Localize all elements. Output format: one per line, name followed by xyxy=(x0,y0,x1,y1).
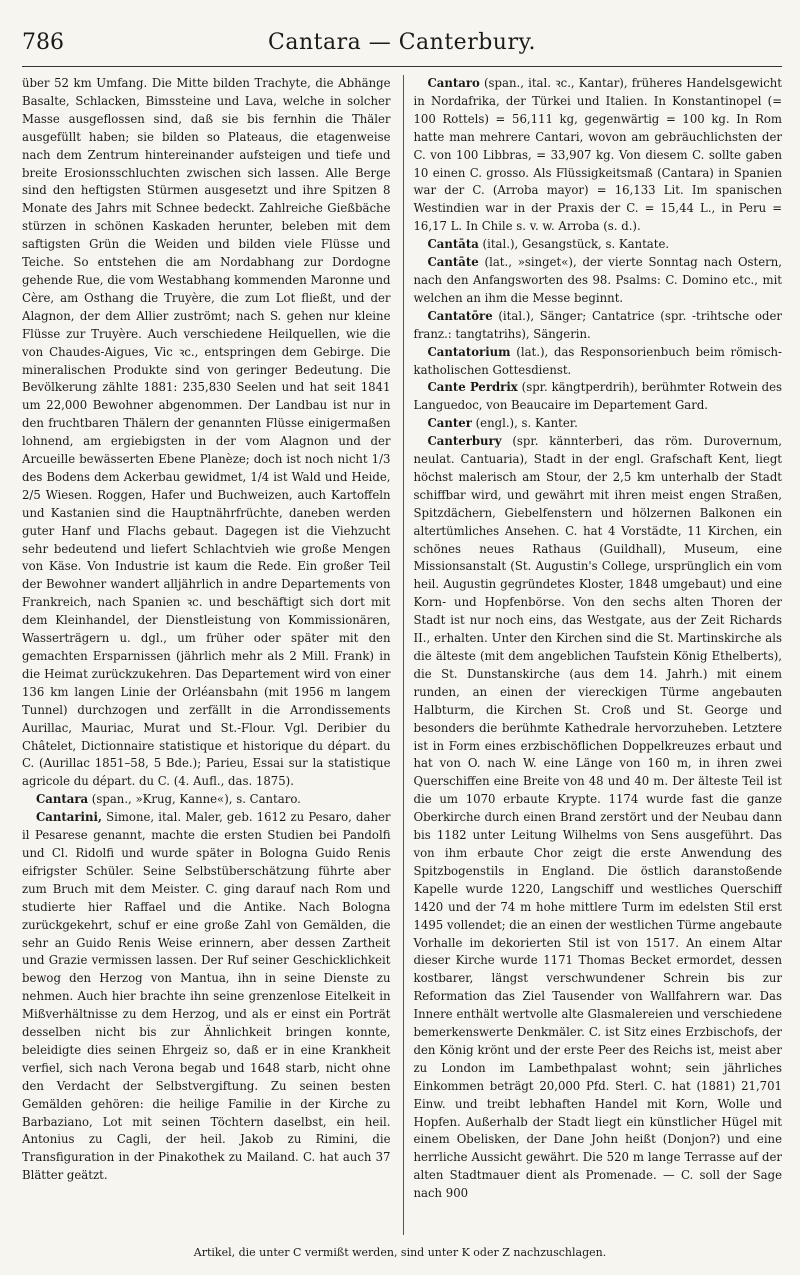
entry-headword: Canter xyxy=(427,416,472,431)
entry-headword: Cantāte xyxy=(427,255,479,270)
entry-headword: Cantaro xyxy=(427,76,480,90)
entry-headword: Cante Perdrix xyxy=(427,380,518,395)
entry-cantara xyxy=(22,791,391,809)
entry-headword: Cantāta xyxy=(427,237,479,252)
page-footnote: Artikel, die unter C vermißt werden, sind unter K oder Z nachzuschlagen. xyxy=(193,1246,607,1259)
entry-text: (engl.), s. Kanter. xyxy=(475,416,578,431)
entry-cantarini xyxy=(22,809,391,1185)
entry-canter xyxy=(414,415,783,433)
entry-headword: Cantatōre xyxy=(427,308,493,323)
entry-headword: Cantara xyxy=(36,792,89,807)
entry-text: (spr. kännterberi, das röm. Durovernum, neulat. Cantuaria), Stadt in der engl. Grafschaft Kent, liegt höchst malerisch am Stour, der 2,5 km unterhalb der Stadt schiffbar wird, und gewährt mit ihren meist engen Straßen, Spitzdächern, Giebelfenstern und hölzernen Balkonen ein altertümliches Ansehen. C. hat 4 Vorstädte, 11 Kirchen, ein schönes neues Rathaus (Guildhall), Museum, eine Missionsanstalt (St. Augustin's College, ursprünglich ein vom heil. Augustin gegründetes Kloster, 1848 umgebaut) und eine Korn- und Hopfenbörse. Von den sechs alten Thoren der Stadt ist nur noch eins, das Westgate, aus der Zeit Richards II., erhalten. Unter den Kirchen sind die St. Martinskirche als die älteste (mit dem angeblichen Taufstein König Ethelberts), die St. Dunstanskirche (aus dem 14. Jahrh.) mit einem runden, an einen der viereckigen Türme angebauten Halbturm, die Kirchen St. Croß und St. George und besonders die berühmte Kathedrale hervorzuheben. Letztere ist in Form eines erzbischöflichen Doppelkreuzes erbaut und hat von O. nach W. eine Länge von 160 m, in ihren zwei Querschiffen eine Breite von 48 und 40 m. Der älteste Teil ist die um 1070 erbaute Krypte. 1174 wurde fast die ganze Oberkirche durch einen Brand zerstört und der Neubau dann bis 1182 unter Leitung Wilhelms von Sens ausgeführt. Das von ihm erbaute Chor zeigt die erste Anwendung des Spitzbogenstils in England. Die östlich daranstoßende Kapelle wurde 1220, Langschiff und westliches Querschiff 1420 und der 74 m hohe mittlere Turm im edelsten Stil erst 1495 vollendet; die an einen der westlichen Türme angebaute Vorhalle im dekorierten Stil ist von 1517. An einem Altar dieser Kirche wurde 1171 Thomas Becket ermordet, dessen kostbarer, längst verschwundener Schrein bis zur Reformation das Ziel Tausender von Wallfahrern war. Das Innere enthält wertvolle alte Glasmalereien und verschiedene bemerkenswerte Denkmäler. C. ist Sitz eines Erzbischofs, der den König krönt und der erste Peer des Reichs ist, meist aber zu London im Lambethpalast wohnt; sein jährliches Einkommen beträgt 20,000 Pfd. Sterl. C. hat (1881) 21,701 Einw. und treibt lebhaften Handel mit Korn, Wolle und Hopfen. Außerhalb der Stadt liegt ein künstlicher Hügel mit einem Obelisken, der Dane John heißt (Donjon?) und eine herrliche Aussicht gewährt. Die 520 m lange Terrasse auf der alten Stadtmauer dient als Promenade. — C. soll der Sage nach 900 xyxy=(413,434,782,1201)
entry-headword: Canterbury xyxy=(427,434,502,449)
entry-headword: Cantatorium xyxy=(427,344,511,359)
entry-cantatore xyxy=(414,308,783,344)
entry-text: (ital.), Sänger; Cantatrice (spr. -trihtsche oder franz.: tangtatrihs), Sängerin. xyxy=(413,308,782,341)
entry-text: Simone, ital. Maler, geb. 1612 zu Pesaro, daher il Pesarese genannt, machte die ersten Studien bei Pandolfi und Cl. Ridolfi und wurde später in Bologna Guido Renis eifrigster Schüler. Seine Selbstüberschätzung führte aber zum Bruch mit dem Meister. C. ging darauf nach Rom und studierte hier Raffael und die Antike. Nach Bologna zurückgekehrt, schuf er eine große Zahl von Gemälden, die sehr an Guido Renis Weise erinnern, aber dessen Zartheit und Grazie vermissen lassen. Der Ruf seiner Geschicklichkeit bewog den Herzog von Mantua, ihn in seine Dienste zu nehmen. Auch hier brachte ihn seine grenzenlose Eitelkeit in Mißverhältnisse zu dem Herzog, und als er einst ein Porträt desselben nicht bis zur Ähnlichkeit bringen konnte, beleidigte dies seinen Ehrgeiz so, daß er in eine Krankheit verfiel, sich nach Verona begab und 1648 starb, nicht ohne den Verdacht der Selbstvergiftung. Zu seinen besten Gemälden gehören: die heilige Familie in der Kirche zu Barbaziano, Lot mit seinen Töchtern daselbst, ein heil. Antonius zu Cagli, der heil. Jakob zu Rimini, die Transfiguration in der Pinakothek zu Mailand. C. hat auch 37 Blätter geätzt. xyxy=(22,810,391,1183)
page-header xyxy=(22,28,782,67)
page-number: 786 xyxy=(22,30,64,55)
continuation-paragraph: über 52 km Umfang. Die Mitte bilden Trachyte, die Abhänge Basalte, Schlacken, Bimssteine und Lava, welche in solcher Masse ausgeflossen sind, daß sie bis fernhin die Thäler ausgefüllt haben; sie bilden so Plateaus, die etagenweise nach dem Zentrum hintereinander aufsteigen und tiefe und breite Erosionsschluchten zwischen sich lassen. Alle Berge sind den heftigsten Stürmen ausgesetzt und ihre Spitzen 8 Monate des Jahrs mit Schnee bedeckt. Zahlreiche Gießbäche stürzen in schönen Kaskaden herunter, beleben mit dem saftigsten Grün die Weiden und bilden viele Flüsse und Teiche. So entstehen die am Nordabhang zur Dordogne gehende Rue, die vom Westabhang kommenden Maronne und Cère, am Osthang die Truyère, die zum Lot fließt, und der Alagnon, der dem Allier zuströmt; nach S. gehen nur kleine Flüsse zur Truyère. Auch verschiedene Heilquellen, wie die von Chaudes-Aigues, Vic ꝛc., entspringen dem Gebirge. Die mineralischen Produkte sind von geringer Bedeutung. Die Bevölkerung zählte 1881: 235,830 Seelen und hat seit 1841 um 22,000 Bewohner abgenommen. Der Landbau ist nur in den fruchtbaren Thälern der genannten Flüsse einigermaßen lohnend, am ergiebigsten in der vom Alagnon und der Arcueille bewässerten Ebene Planèze; doch ist noch nicht 1/3 des Bodens dem Ackerbau gewidmet, 1/4 ist Wald und Heide, 2/5 Wiesen. Roggen, Hafer und Buchweizen, auch Kartoffeln und Kastanien sind die Hauptnährfrüchte, daneben werden guter Hanf und Flachs gebaut. Dagegen ist die Viehzucht sehr bedeutend und liefert Schlachtvieh wie große Mengen von Käse. Von Industrie ist kaum die Rede. Ein großer Teil der Bewohner wandert alljährlich in andre Departements von Frankreich, nach Spanien ꝛc. und beschäftigt sich dort mit dem Kleinhandel, der Dienstleistung von Kommissionären, Wasserträgern u. dgl., um früher oder später mit den gemachten Ersparnissen (jährlich mehr als 2 Mill. Frank) in die Heimat zurückzukehren. Das Departement wird von einer 136 km langen Linie der Orléansbahn (mit 1956 m langem Tunnel) durchzogen und zerfällt in die Arrondissements Aurillac, Mauriac, Murat und St.-Flour. Vgl. Deribier du Châtelet, Dictionnaire statistique et historique du départ. du C. (Aurillac 1851–58, 5 Bde.); Parieu, Essai sur la statistique agricole du départ. du C. (4. Aufl., das. 1875). xyxy=(22,76,391,789)
right-column xyxy=(403,75,783,1235)
entry-cantaro xyxy=(414,75,783,236)
entry-cantata xyxy=(414,236,783,254)
running-head: Cantara — Canterbury. xyxy=(268,30,536,55)
entry-cante-perdrix xyxy=(414,379,783,415)
entry-canterbury xyxy=(414,433,783,1203)
entry-text: (lat., »singet«), der vierte Sonntag nach Ostern, nach den Anfangsworten des 98. Psalms: C. Domino etc., mit welchen an ihm die Messe beginnt. xyxy=(413,255,782,305)
entry-text: (span., »Krug, Kanne«), s. Cantaro. xyxy=(91,792,301,807)
entry-text: (spr. kängtperdrih), berühmter Rotwein des Languedoc, von Beaucaire im Departement Gard. xyxy=(413,380,782,413)
entry-text: (lat.), das Responsorienbuch beim römisch-katholischen Gottesdienst. xyxy=(413,344,782,377)
text-columns xyxy=(22,75,782,1235)
entry-headword: Cantarini, xyxy=(36,810,102,825)
entry-text: (ital.), Gesangstück, s. Kantate. xyxy=(482,237,670,252)
entry-cantate xyxy=(414,254,783,308)
entry-cantatorium xyxy=(414,344,783,380)
left-column xyxy=(22,75,391,1235)
entry-text: (span., ital. ꝛc., Kantar), früheres Handelsgewicht in Nordafrika, der Türkei und Italien. In Konstantinopel (= 100 Rottels) = 56,111 kg, gegenwärtig = 100 kg. In Rom hatte man mehrere Cantari, wovon am gebräuchlichsten der C. von 100 Libbras, = 33,907 kg. Von diesem C. sollte gaben 10 einen C. grosso. Als Flüssigkeitsmaß (Cantara) in Spanien war der C. (Arroba mayor) = 16,133 Lit. Im spanischen Westindien war in der Praxis der C. = 15,44 L., in Peru = 16,17 L. In Chile s. v. w. Arroba (s. d.). xyxy=(413,76,782,234)
